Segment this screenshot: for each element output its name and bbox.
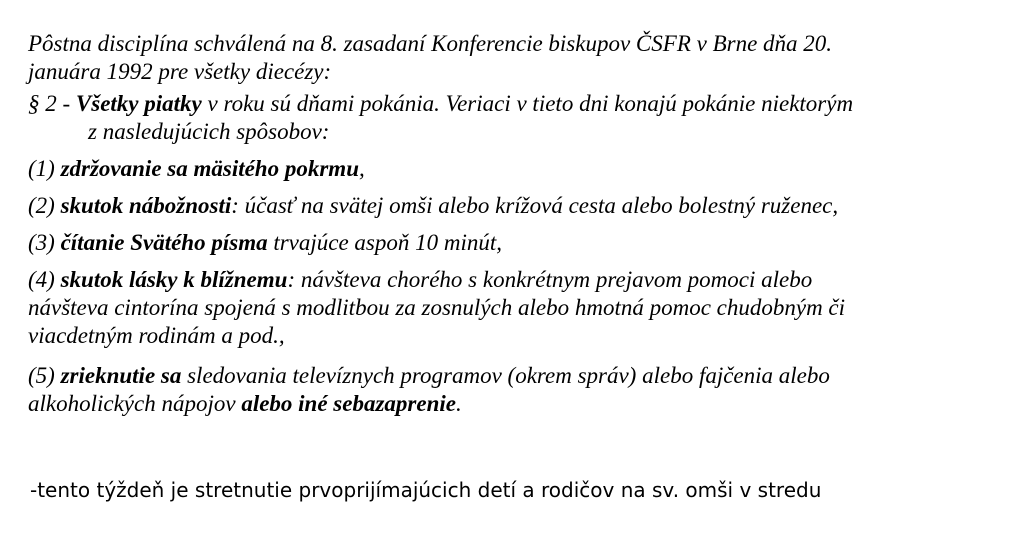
item-text: : účasť na svätej omši alebo krížová cesta alebo bolestný ruženec, [231,193,839,218]
item-number: (5) [28,363,61,388]
list-item [28,362,1008,418]
section-paragraph [28,90,1008,146]
intro-paragraph [28,30,1008,86]
item-number: (3) [28,230,61,255]
section-text-line-1: v roku sú dňami pokánia. Veriaci v tieto dni konajú pokánie niektorým [201,91,854,116]
announcement-note: -tento týždeň je stretnutie prvoprijímajúcich detí a rodičov na sv. omši v stredu [30,478,822,502]
intro-line-2: januára 1992 pre všetky diecézy: [28,59,332,84]
item-text-line-3: viacdetným rodinám a pod., [28,323,285,348]
item-bold-phrase: skutok lásky k blížnemu [60,267,288,292]
list-item [28,192,1008,220]
list-item [28,155,1008,183]
section-prefix: § 2 - [28,91,76,116]
item-text-line-2: návšteva cintorína spojená s modlitbou za zosnulých alebo hmotná pomoc chudobným či [28,295,846,320]
list-item [28,266,1008,350]
item-bold-phrase: zrieknutie sa [60,363,182,388]
item-text: , [358,156,365,181]
list-item [28,229,1008,257]
item-bold-phrase-2: alebo iné sebazaprenie [241,391,456,416]
item-bold-phrase: skutok nábožnosti [60,193,232,218]
item-number: (4) [28,267,61,292]
item-bold-phrase: čítanie Svätého písma [60,230,268,255]
item-bold-phrase: zdržovanie sa mäsitého pokrmu [60,156,359,181]
item-text-end: . [455,391,462,416]
item-text-line-1: : návšteva chorého s konkrétnym prejavom pomoci alebo [287,267,813,292]
section-bold-phrase: Všetky piatky [75,91,202,116]
fasting-discipline-text [28,30,1008,418]
item-text: trvajúce aspoň 10 minút, [267,230,503,255]
item-text-line-1: sledovania televíznych programov (okrem správ) alebo fajčenia alebo [181,363,830,388]
intro-line-1: Pôstna disciplína schválená na 8. zasadaní Konferencie biskupov ČSFR v Brne dňa 20. [28,31,833,56]
item-number: (1) [28,156,61,181]
item-number: (2) [28,193,61,218]
item-text-line-2: alkoholických nápojov [28,391,242,416]
section-text-line-2: z nasledujúcich spôsobov: [88,119,330,144]
